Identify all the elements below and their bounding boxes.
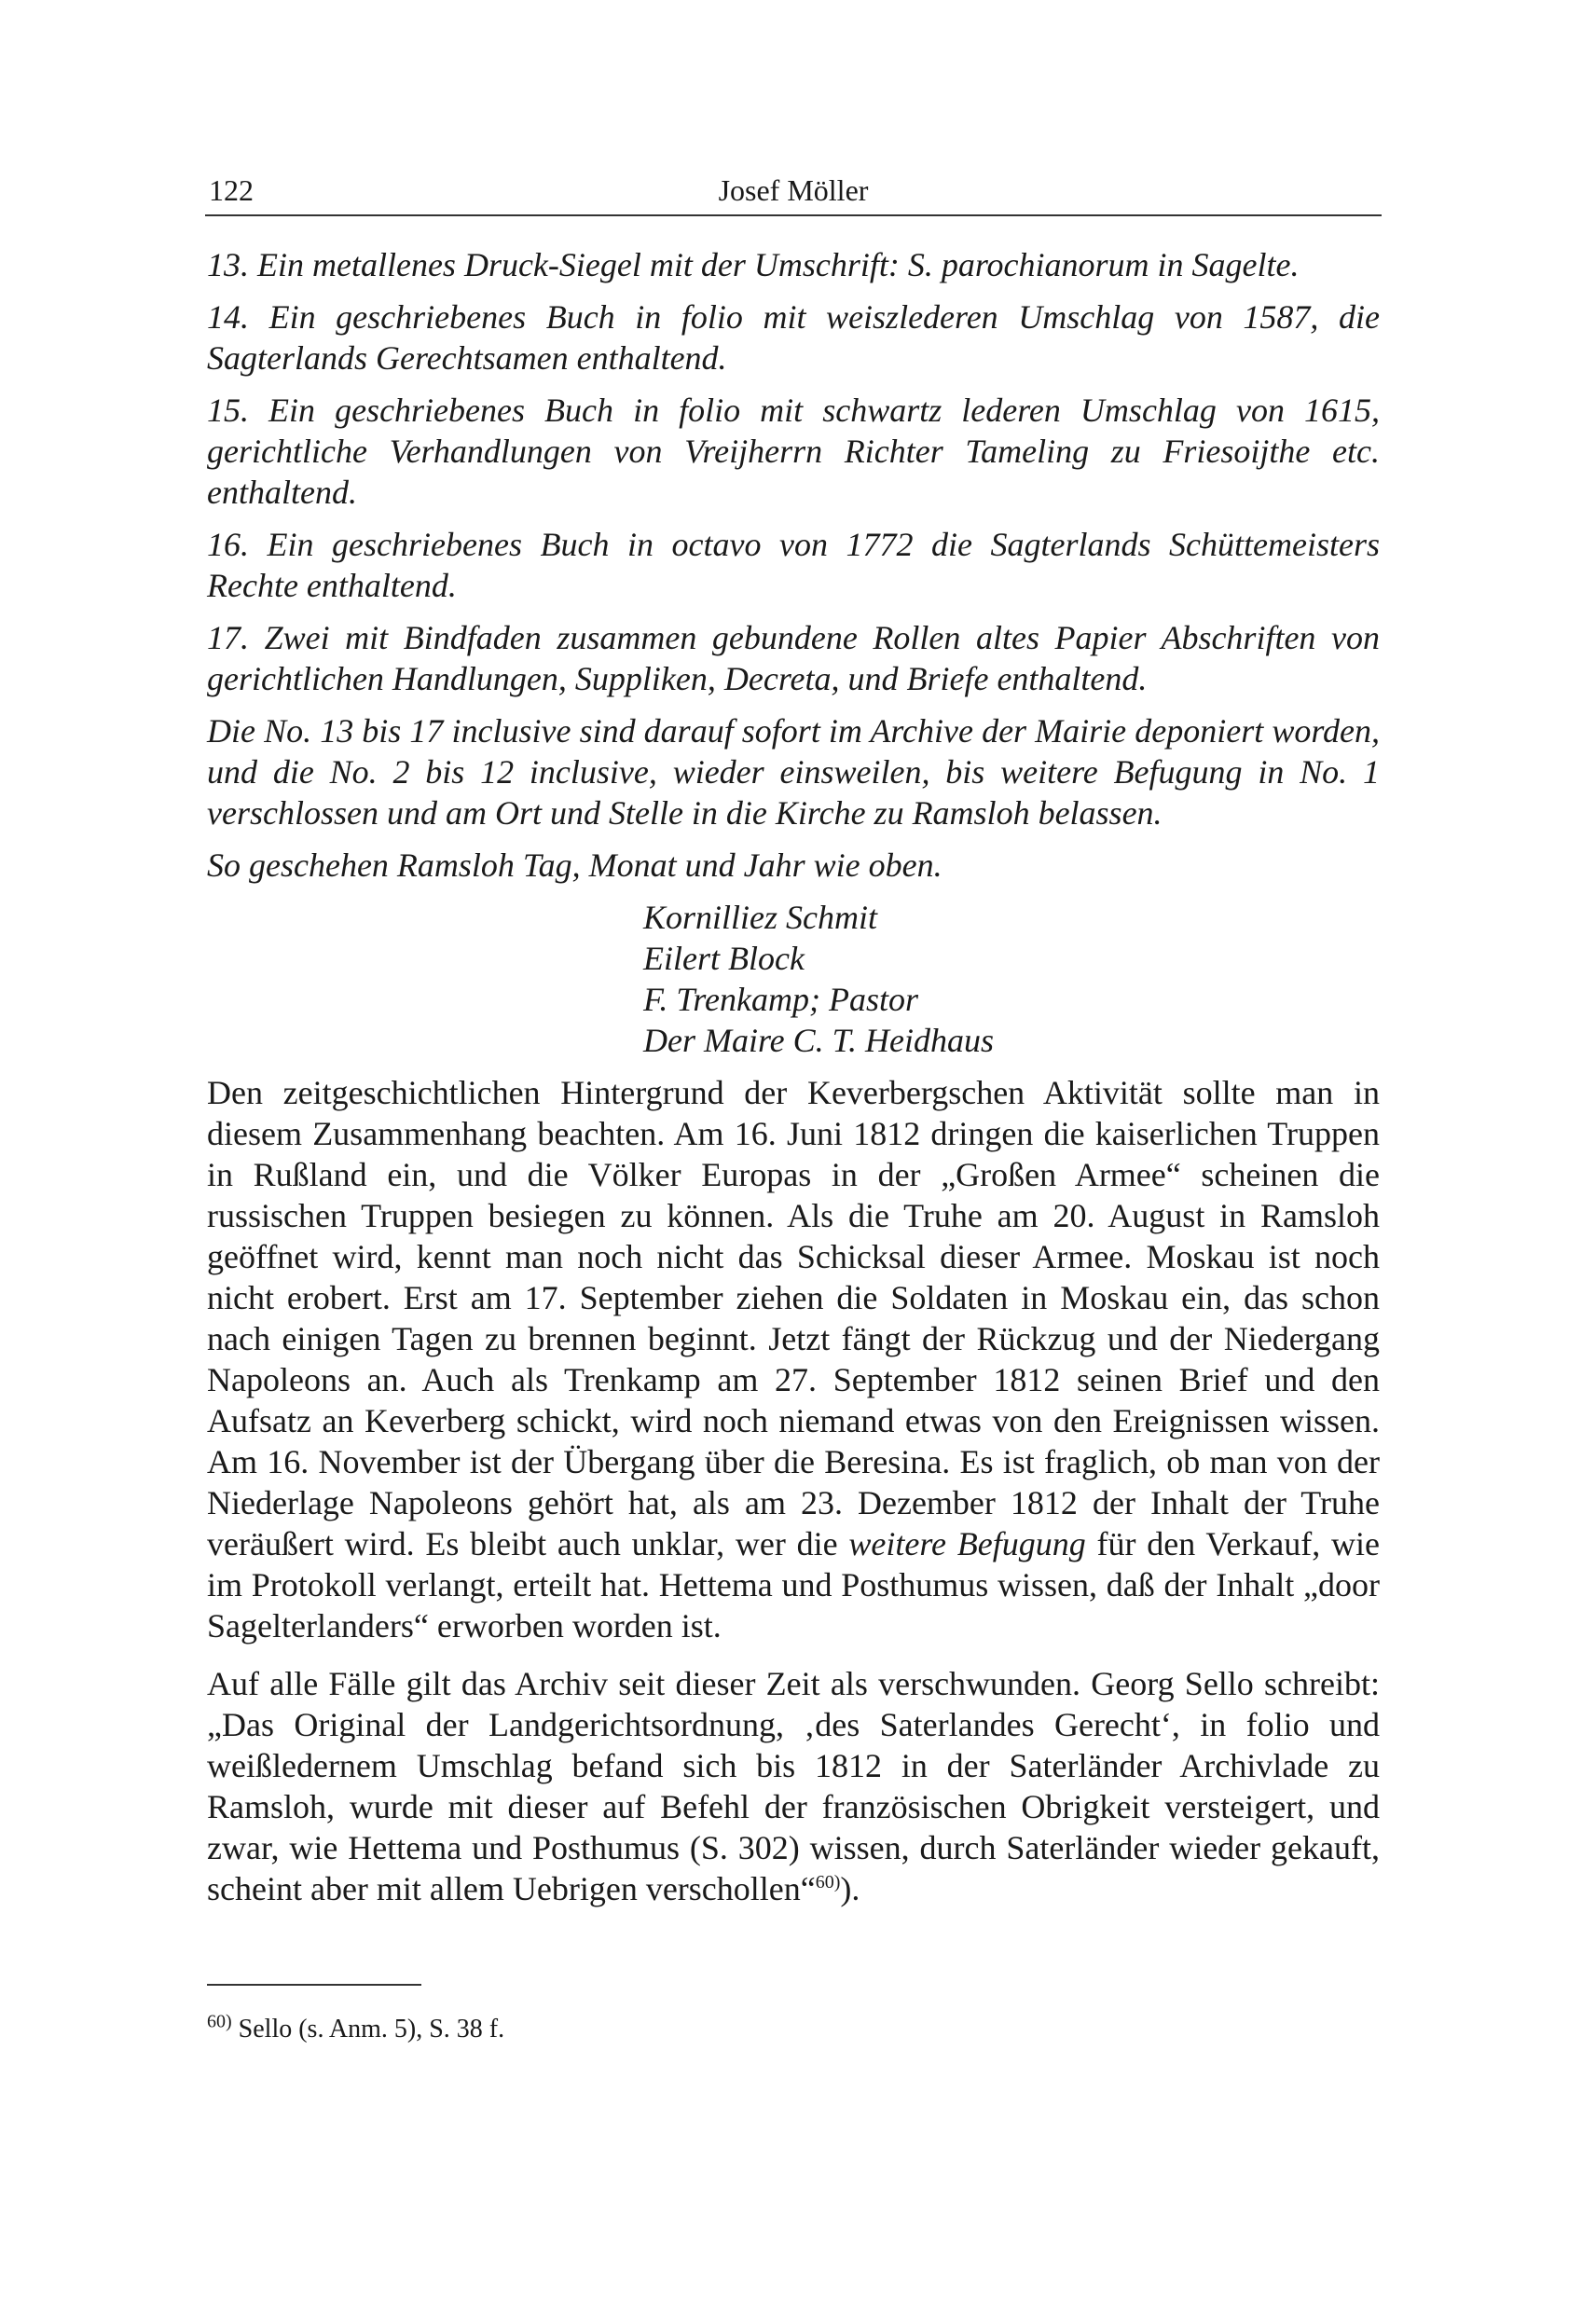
inventory-item-15: 15. Ein geschriebenes Buch in folio mit schwartz lederen Umschlag von 1615, gerichtliche Verhandlungen von Vreijherrn Richter Tameling zu Friesoijthe etc. enthaltend. [207,392,1380,511]
body-paragraph-historical-context [207,1072,1380,1646]
inventory-item-16: 16. Ein geschriebenes Buch in octavo von 1772 die Sagterlands Schüttemeisters Rechte enthaltend. [207,526,1380,604]
footnote-marker: 60) [207,2011,232,2032]
running-header [205,173,1382,216]
italic-phrase: weitere Befugung [848,1525,1086,1562]
inventory-item-13: 13. Ein metallenes Druck-Siegel mit der Umschrift: S. parochianorum in Sagelte. [207,246,1300,283]
body-paragraph-archive-lost [207,1663,1380,1909]
signature-line: Der Maire C. T. Heidhaus [643,1022,994,1059]
paragraph-end: ). [840,1870,860,1907]
main-text [207,244,1380,1909]
signature-line: Kornilliez Schmit [643,899,877,936]
signature-line: Eilert Block [643,940,805,977]
page-number: 122 [209,173,254,207]
footnote-divider [207,1984,421,1986]
footnote-text: Sello (s. Anm. 5), S. 38 f. [238,2015,505,2044]
inventory-item-17: 17. Zwei mit Bindfaden zusammen gebundene Rollen altes Papier Abschriften von gerichtlichen Handlungen, Suppliken, Decreta, und Briefe enthaltend. [207,619,1380,697]
closing-formula: So geschehen Ramsloh Tag, Monat und Jahr wie oben. [207,846,942,884]
signature-block [643,897,1380,1061]
footnote [207,2011,1380,2045]
paragraph-text: für den Verkauf, wie im Protokoll verlangt, erteilt hat. Hettema und Posthumus wissen, daß der Inhalt „door Sagelterlanders“ erworben worden ist. [207,1525,1380,1645]
paragraph-text: Auf alle Fälle gilt das Archiv seit dieser Zeit als verschwunden. Georg Sello schreibt: „Das Original der Landgerichtsordnung, ‚des Saterlandes Gerecht‘, in folio und weißledernem Umschlag befand sich bis 1812 in der Saterländer Archivlade zu Ramsloh, wurde mit dieser auf Befehl der französischen Obrigkeit versteigert, und zwar, wie Hettema und Posthumus (S. 302) wissen, durch Saterländer wieder gekauft, scheint aber mit allem Uebrigen verschollen“ [207,1665,1380,1907]
signature-line: F. Trenkamp; Pastor [643,981,919,1018]
inventory-item-14: 14. Ein geschriebenes Buch in folio mit weiszlederen Umschlag von 1587, die Sagterlands Gerechtsamen enthaltend. [207,298,1380,377]
footnote-reference: 60) [815,1872,841,1892]
deposit-note: Die No. 13 bis 17 inclusive sind darauf sofort im Archive der Mairie deponiert worden, und die No. 2 bis 12 inclusive, wieder einsweilen, bis weitere Befugung in No. 1 verschlossen und am Ort und Stelle in die Kirche zu Ramsloh belassen. [207,712,1380,832]
running-title: Josef Möller [718,173,869,207]
paragraph-text: Den zeitgeschichtlichen Hintergrund der Keverbergschen Aktivität sollte man in diesem Zusammenhang beachten. Am 16. Juni 1812 dringen die kaiserlichen Truppen in Rußland ein, und die Völker Europas in der „Großen Armee“ scheinen die russischen Truppen besiegen zu können. Als die Truhe am 20. August in Ramsloh geöffnet wird, kennt man noch nicht das Schicksal dieser Armee. Moskau ist noch nicht erobert. Erst am 17. September ziehen die Soldaten in Moskau ein, das schon nach einigen Tagen zu brennen beginnt. Jetzt fängt der Rückzug und der Niedergang Napoleons an. Auch als Trenkamp am 27. September 1812 seinen Brief und den Aufsatz an Keverberg schickt, wird noch niemand etwas von den Ereignissen wissen. Am 16. November ist der Übergang über die Beresina. Es ist fraglich, ob man von der Niederlage Napoleons gehört hat, als am 23. Dezember 1812 der Inhalt der Truhe veräußert wird. Es bleibt auch unklar, wer die [207,1074,1380,1562]
